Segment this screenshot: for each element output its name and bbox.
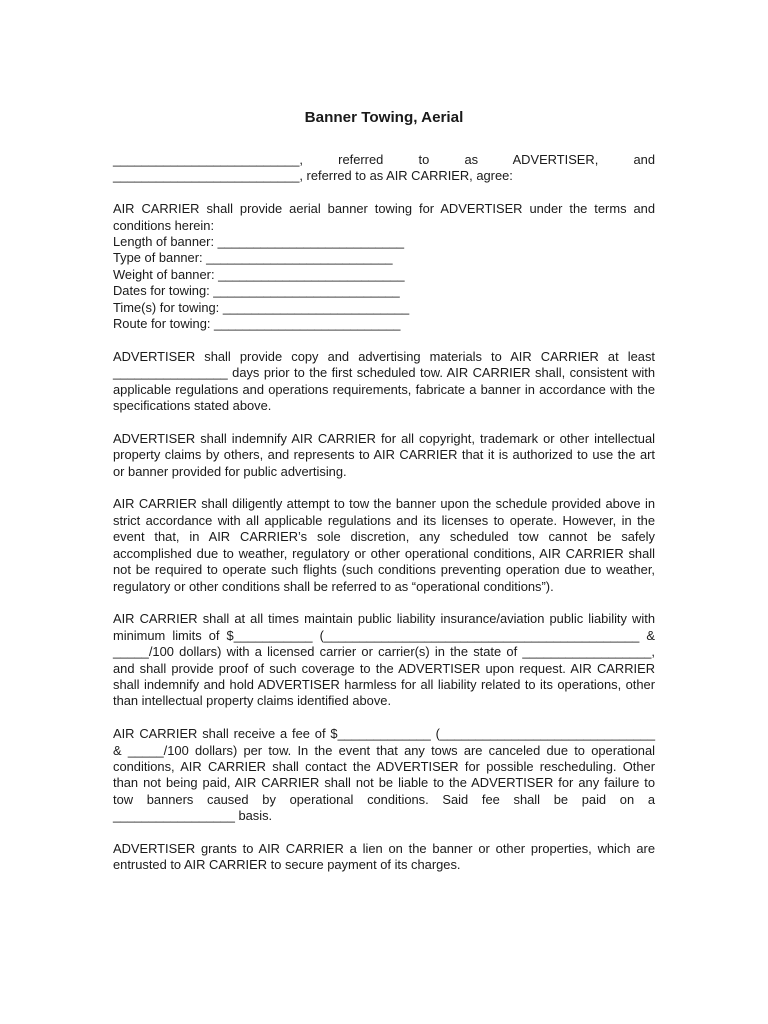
schedule-paragraph: AIR CARRIER shall diligently attempt to tow the banner upon the schedule provided above in strict accordance with all applicable regulations and its licenses to operate. However, in the event that, in AIR CARRIER’s sole discretion, any scheduled tow cannot be safely accomplished due to weather, regulatory or other operational conditions, AIR CARRIER shall not be required to operate such flights (such conditions preventing operation due to weather, regulatory or other conditions shall be referred to as “operational conditions”). xyxy=(113,496,655,594)
field-route-for-towing: Route for towing: __________________________ xyxy=(113,316,401,332)
field-dates-for-towing: Dates for towing: __________________________ xyxy=(113,283,400,299)
intro-advertiser-line: __________________________, referred to as ADVERTISER, and xyxy=(113,152,655,167)
contract-document xyxy=(113,108,655,890)
insurance-paragraph: AIR CARRIER shall at all times maintain public liability insurance/aviation public liability with minimum limits of $___________ (____________________________________________ & _____/100 dollars) with a licensed carrier or carrier(s) in the state of __________________, and shall provide proof of such coverage to the ADVERTISER upon request. AIR CARRIER shall indemnify and hold ADVERTISER harmless for all liability related to its operations, other than intellectual property claims identified above. xyxy=(113,611,655,709)
intro-paragraph xyxy=(113,152,655,185)
lien-paragraph: ADVERTISER grants to AIR CARRIER a lien on the banner or other properties, which are entrusted to AIR CARRIER to secure payment of its charges. xyxy=(113,840,655,873)
copy-materials-paragraph: ADVERTISER shall provide copy and advertising materials to AIR CARRIER at least ________________ days prior to the first scheduled tow. AIR CARRIER shall, consistent with applicable regulations and operations requirements, fabricate a banner in accordance with the specifications stated above. xyxy=(113,348,655,414)
terms-paragraph xyxy=(113,201,655,332)
indemnify-paragraph: ADVERTISER shall indemnify AIR CARRIER for all copyright, trademark or other intellectual property claims by others, and represents to AIR CARRIER that it is authorized to use the art or banner provided for public advertising. xyxy=(113,430,655,479)
field-length-of-banner: Length of banner: __________________________ xyxy=(113,234,405,250)
field-weight-of-banner: Weight of banner: __________________________ xyxy=(113,266,405,282)
field-times-for-towing: Time(s) for towing: __________________________ xyxy=(113,299,410,315)
fee-paragraph: AIR CARRIER shall receive a fee of $_____________ (______________________________ & _____/100 dollars) per tow. In the event that any tows are canceled due to operational conditions, AIR CARRIER shall contact the ADVERTISER for possible rescheduling. Other than not being paid, AIR CARRIER shall not be liable to the ADVERTISER for any failure to tow banners caused by operational conditions. Said fee shall be paid on a _________________ basis. xyxy=(113,726,655,824)
terms-intro-text: AIR CARRIER shall provide aerial banner towing for ADVERTISER under the terms and conditions herein: xyxy=(113,201,655,233)
intro-air-carrier-line: __________________________, referred to as AIR CARRIER, agree: xyxy=(113,168,513,184)
field-type-of-banner: Type of banner: __________________________ xyxy=(113,250,393,266)
document-title: Banner Towing, Aerial xyxy=(304,109,464,126)
